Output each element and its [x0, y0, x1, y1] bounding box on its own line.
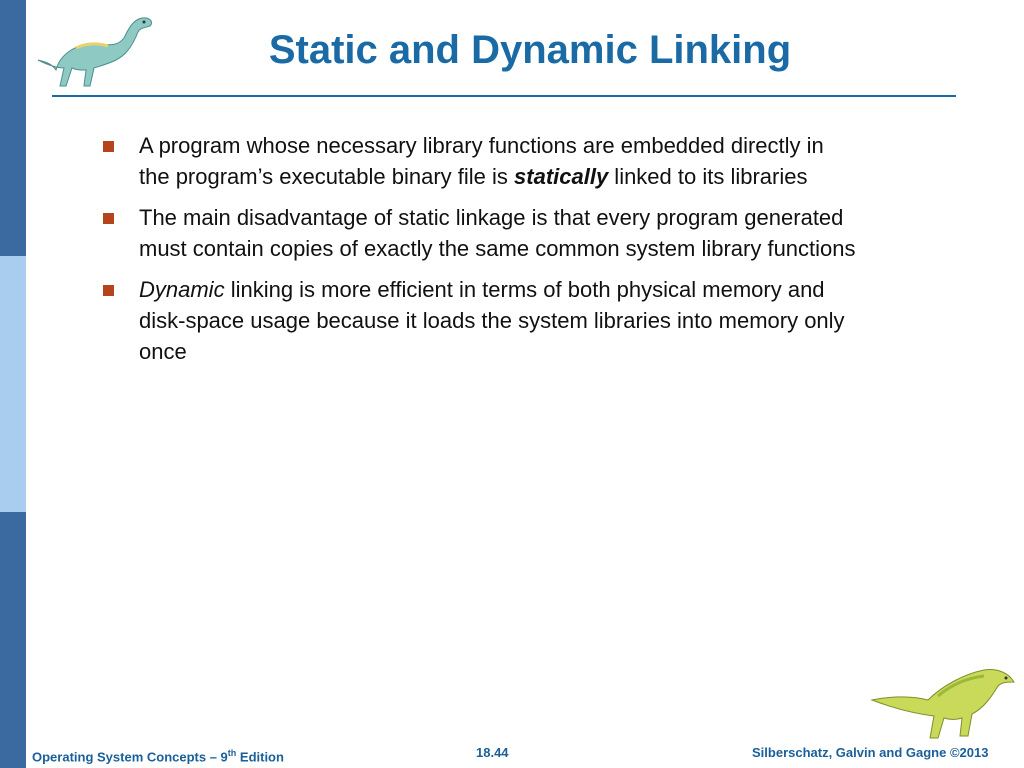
square-bullet-icon	[103, 213, 114, 224]
bullet-item-dynamic-linking	[100, 274, 860, 367]
bullet-text: linked to its libraries	[608, 164, 808, 189]
bullet-text: A program whose necessary library functions are embedded directly in the program’s executable binary file is	[139, 133, 824, 189]
dinosaur-icon	[36, 8, 156, 94]
footer-page-number: 18.44	[476, 745, 509, 760]
square-bullet-icon	[103, 285, 114, 296]
side-bar-middle-segment	[0, 256, 26, 512]
title-divider	[52, 95, 956, 97]
side-bar-top-segment	[0, 0, 26, 256]
emphasis-text: statically	[514, 164, 609, 189]
dinosaur-icon	[868, 656, 1018, 742]
side-bar	[0, 0, 26, 768]
slide-title: Static and Dynamic Linking	[268, 28, 792, 72]
bullet-text: linking is more efficient in terms of both physical memory and disk-space usage because it loads the system libraries into memory only once	[139, 277, 845, 364]
side-bar-bottom-segment	[0, 512, 26, 768]
bullet-item-static-disadvantage	[100, 202, 860, 264]
bullet-item-static-linking	[100, 130, 860, 192]
footer-book-suffix: Edition	[236, 749, 284, 765]
square-bullet-icon	[103, 141, 114, 152]
emphasis-text: Dynamic	[139, 277, 225, 302]
footer-book-prefix: Operating System Concepts – 9	[32, 749, 228, 765]
bullet-list	[100, 130, 860, 377]
bullet-text: The main disadvantage of static linkage is that every program generated must contain copies of exactly the same common system library functions	[139, 205, 856, 261]
footer-book-title	[32, 744, 284, 766]
footer-book-superscript: th	[227, 748, 237, 758]
footer-copyright: Silberschatz, Galvin and Gagne ©2013	[752, 745, 989, 760]
